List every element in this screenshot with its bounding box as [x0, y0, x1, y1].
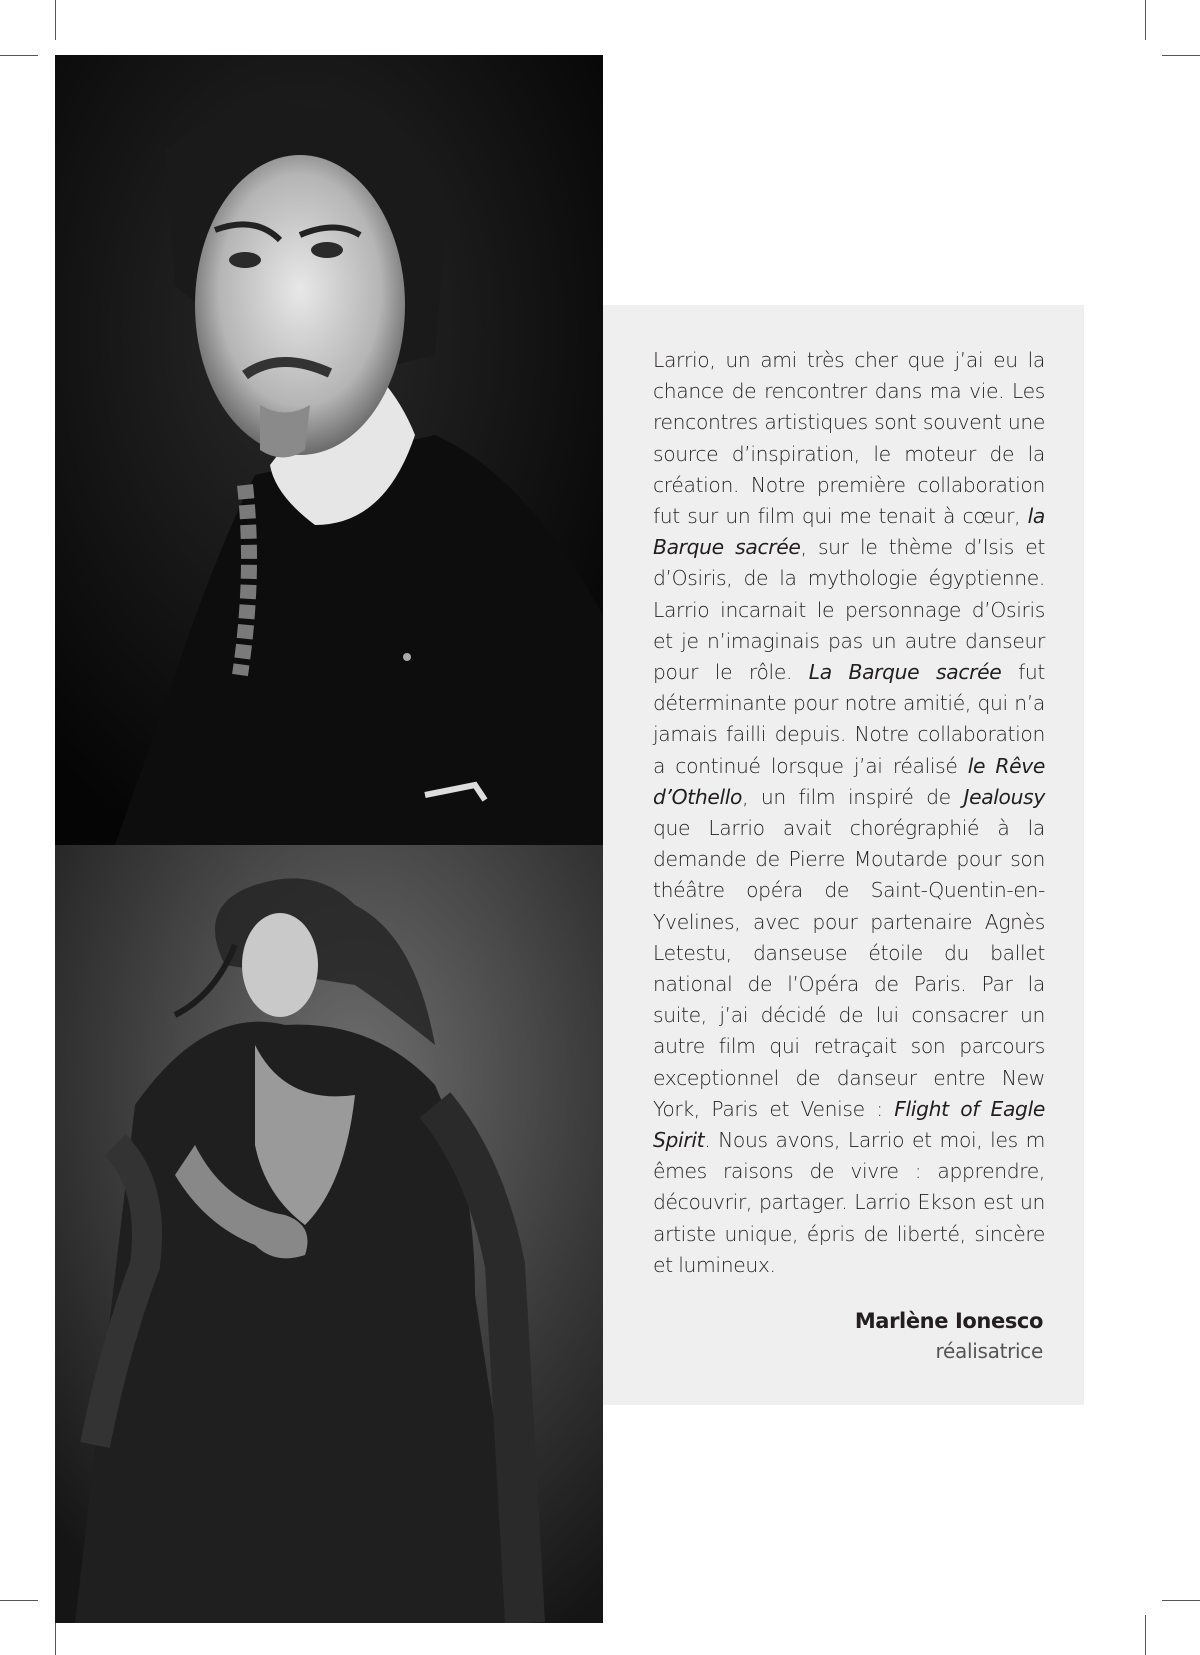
author-role: réalisatrice — [935, 1339, 1043, 1363]
crop-mark-top-right — [1145, 0, 1146, 40]
crop-mark-top-left — [55, 0, 56, 40]
author-name: Marlène Ionesco — [854, 1309, 1043, 1333]
article-text: Larrio, un ami très cher que j’ai eu la chance de rencontrer dans ma vie. Les rencontres artistiques sont souvent une source d’inspiration, le moteur de la création. Notre première collaboration fut sur un film qui me tenait à cœur, — [653, 348, 1045, 529]
crop-mark-bottom-right — [1145, 1615, 1146, 1655]
article-title-italic: la Barque sacrée — [653, 504, 1045, 560]
crop-mark-bottom-left-h — [0, 1600, 38, 1601]
article-text: , un film inspiré de — [742, 784, 964, 809]
article-text: fut déterminante pour notre amitié, qui n’a jamais failli depuis. Notre collaboration a continué lorsque j’ai réalisé — [653, 660, 1045, 778]
signature — [855, 1306, 1043, 1366]
article-text: . Nous avons, Larrio et moi, les m êmes raisons de vivre : apprendre, découvrir, partager. Larrio Ekson est un artiste unique, épris de liberté, sincère et lumineux. — [653, 1128, 1045, 1277]
crop-mark-bottom-right-h — [1162, 1600, 1200, 1601]
text-panel — [603, 305, 1084, 1405]
photo-portrait — [55, 55, 603, 845]
photo-dancer — [55, 845, 603, 1623]
article-title-italic: le Rêve d’Othello — [653, 753, 1046, 809]
article-body — [653, 345, 1045, 1281]
article-text: , sur le thème d’Isis et d’Osiris, de la mythologie égyptienne. Larrio incarnait le personnage d’Osiris et je n’imaginais pas un autre danseur pour le rôle. — [653, 535, 1046, 685]
article-title-italic: Jealousy — [963, 784, 1045, 809]
crop-mark-top-left-h — [0, 55, 38, 56]
photo-column — [55, 55, 603, 1623]
crop-mark-top-right-h — [1162, 55, 1200, 56]
article-text: que Larrio avait chorégraphié à la demande de Pierre Moutarde pour son théâtre opéra de Saint-Quentin-en-Yvelines, avec pour partenaire Agnès Letestu, danseuse étoile du ballet national de l’Opéra de Paris. Par la suite, j’ai décidé de lui consacrer un autre film qui retraçait son parcours exceptionnel de danseur entre New York, Paris et Venise : — [653, 816, 1045, 1121]
article-title-italic: La Barque sacrée — [808, 660, 1002, 685]
article-title-italic: Flight of Eagle Spirit — [653, 1096, 1045, 1153]
